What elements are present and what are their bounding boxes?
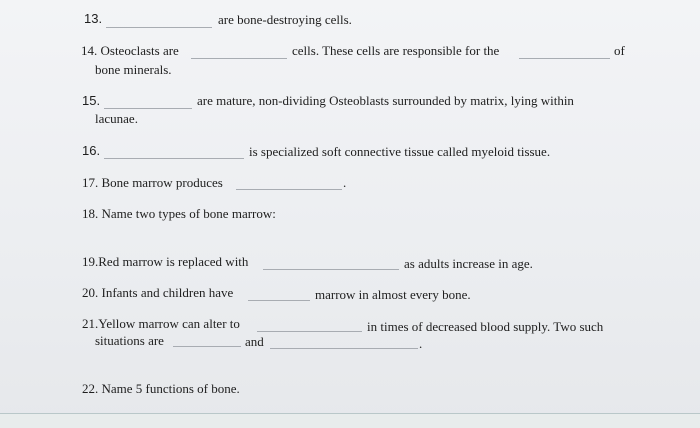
- q14-blank-1[interactable]: [191, 58, 287, 59]
- q19-tail: as adults increase in age.: [404, 256, 533, 271]
- q19-lead: 19.Red marrow is replaced with: [82, 254, 249, 269]
- q21-tail: .: [419, 336, 423, 351]
- q16-number: 16.: [82, 143, 101, 158]
- q17-tail: .: [343, 175, 347, 190]
- q21-lead: 21.Yellow marrow can alter to: [82, 316, 240, 331]
- q22-text: 22. Name 5 functions of bone.: [82, 381, 240, 396]
- q15-number: 15.: [82, 93, 101, 108]
- q21-line2: situations are: [95, 333, 164, 348]
- q13-number: 13.: [84, 11, 103, 26]
- q13-text: are bone-destroying cells.: [218, 12, 352, 27]
- q16-blank[interactable]: [104, 158, 244, 159]
- q20-lead: 20. Infants and children have: [82, 285, 234, 300]
- q20-blank[interactable]: [248, 300, 310, 301]
- q19-blank[interactable]: [263, 269, 399, 270]
- q13-blank[interactable]: [106, 27, 212, 28]
- q21-blank-2[interactable]: [173, 346, 241, 347]
- page-bottom-band: [0, 414, 700, 428]
- q14-lead: 14. Osteoclasts are: [81, 43, 179, 58]
- q21-blank-3[interactable]: [270, 348, 418, 349]
- q14-tail: of: [614, 43, 625, 58]
- q21-blank-1[interactable]: [257, 331, 362, 332]
- q14-blank-2[interactable]: [519, 58, 610, 59]
- q17-blank[interactable]: [236, 189, 342, 190]
- q15-blank[interactable]: [104, 108, 192, 109]
- q14-line2: bone minerals.: [95, 62, 172, 77]
- q15-line2: lacunae.: [95, 111, 138, 126]
- q17-lead: 17. Bone marrow produces: [82, 175, 223, 190]
- q21-mid: in times of decreased blood supply. Two such: [367, 319, 604, 334]
- q20-tail: marrow in almost every bone.: [315, 287, 471, 302]
- q14-mid: cells. These cells are responsible for the: [292, 43, 500, 58]
- q15-text: are mature, non-dividing Osteoblasts surrounded by matrix, lying within: [197, 93, 574, 108]
- q18-text: 18. Name two types of bone marrow:: [82, 206, 276, 221]
- q16-text: is specialized soft connective tissue called myeloid tissue.: [249, 144, 551, 159]
- q21-and: and: [245, 334, 264, 349]
